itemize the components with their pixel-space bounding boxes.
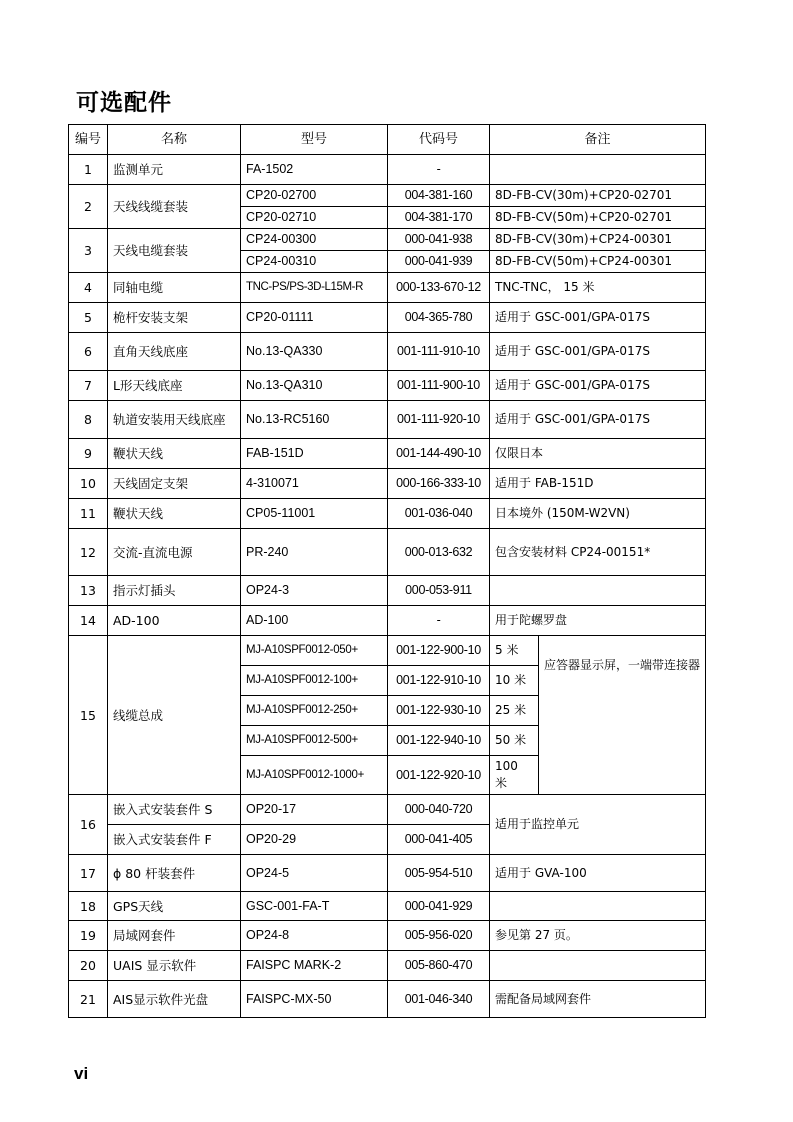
row-code: 000-053-911 — [388, 576, 490, 606]
row-remark: TNC-TNC， 15 米 — [490, 273, 706, 303]
row-model: MJ-A10SPF0012-050+ — [241, 636, 388, 666]
row-model: No.13-RC5160 — [241, 401, 388, 439]
table-row — [69, 469, 706, 499]
row-model: CP20-01111 — [241, 303, 388, 333]
table-row — [69, 606, 706, 636]
row-model: FAISPC MARK-2 — [241, 951, 388, 981]
row-code: 001-111-920-10 — [388, 401, 490, 439]
row-number: 3 — [69, 229, 108, 273]
table-row — [69, 981, 706, 1018]
row-remark: 适用于 GVA-100 — [490, 855, 706, 892]
row-code: 000-166-333-10 — [388, 469, 490, 499]
header-code: 代码号 — [388, 125, 490, 155]
row-name: L形天线底座 — [108, 371, 241, 401]
table-row — [69, 636, 706, 666]
row-remark — [490, 155, 706, 185]
row-model: CP05-11001 — [241, 499, 388, 529]
row-model: MJ-A10SPF0012-1000+ — [241, 756, 388, 795]
table-row — [69, 273, 706, 303]
row-code: 001-111-900-10 — [388, 371, 490, 401]
row-name: AIS显示软件光盘 — [108, 981, 241, 1018]
row-number: 11 — [69, 499, 108, 529]
row-remark: 8D-FB-CV(50m)+CP20-02701 — [490, 207, 706, 229]
row-code: 001-036-040 — [388, 499, 490, 529]
row-length: 100 米 — [490, 756, 539, 795]
header-remark: 备注 — [490, 125, 706, 155]
row-model: OP24-5 — [241, 855, 388, 892]
row-remark — [490, 892, 706, 921]
row-model: OP20-17 — [241, 795, 388, 825]
row-model: OP24-8 — [241, 921, 388, 951]
row-code: 001-144-490-10 — [388, 439, 490, 469]
row-number: 21 — [69, 981, 108, 1018]
row-code: 004-381-160 — [388, 185, 490, 207]
table-row — [69, 529, 706, 576]
row-number: 13 — [69, 576, 108, 606]
table-row — [69, 921, 706, 951]
table-row — [69, 303, 706, 333]
row-number: 14 — [69, 606, 108, 636]
row-name: UAIS 显示软件 — [108, 951, 241, 981]
table-row — [69, 229, 706, 251]
row-remark: 用于陀螺罗盘 — [490, 606, 706, 636]
row-number: 10 — [69, 469, 108, 499]
row-remark: 包含安装材料 CP24-00151* — [490, 529, 706, 576]
row-model: MJ-A10SPF0012-100+ — [241, 666, 388, 696]
page-number: vi — [74, 1064, 89, 1083]
row-code: 005-860-470 — [388, 951, 490, 981]
row-remark: 8D-FB-CV(50m)+CP24-00301 — [490, 251, 706, 273]
row-name: 直角天线底座 — [108, 333, 241, 371]
row-number: 6 — [69, 333, 108, 371]
row-remark — [490, 576, 706, 606]
row-number: 2 — [69, 185, 108, 229]
row-model: GSC-001-FA-T — [241, 892, 388, 921]
row-code: 001-046-340 — [388, 981, 490, 1018]
row-remark: 需配备局域网套件 — [490, 981, 706, 1018]
table-row — [69, 333, 706, 371]
row-name: 线缆总成 — [108, 636, 241, 795]
row-model: FA-1502 — [241, 155, 388, 185]
row-name: 鞭状天线 — [108, 439, 241, 469]
row-number: 8 — [69, 401, 108, 439]
row-model: AD-100 — [241, 606, 388, 636]
row-code: 000-041-938 — [388, 229, 490, 251]
row-code: 000-013-632 — [388, 529, 490, 576]
page-title: 可选配件 — [76, 90, 172, 116]
table-header-row — [69, 125, 706, 155]
row-number: 9 — [69, 439, 108, 469]
row-remark: 适用于 GSC-001/GPA-017S — [490, 371, 706, 401]
row-remark: 适用于 GSC-001/GPA-017S — [490, 333, 706, 371]
row-code: 000-040-720 — [388, 795, 490, 825]
table-row — [69, 499, 706, 529]
row-model: MJ-A10SPF0012-500+ — [241, 726, 388, 756]
optional-accessories-table — [68, 124, 706, 1018]
row-name: 局域网套件 — [108, 921, 241, 951]
row-remark: 8D-FB-CV(30m)+CP20-02701 — [490, 185, 706, 207]
row-model: FAISPC-MX-50 — [241, 981, 388, 1018]
row-name: 天线电缆套装 — [108, 229, 241, 273]
row-name: 鞭状天线 — [108, 499, 241, 529]
row-number: 18 — [69, 892, 108, 921]
row-model: MJ-A10SPF0012-250+ — [241, 696, 388, 726]
row-number: 20 — [69, 951, 108, 981]
row-code: 000-133-670-12 — [388, 273, 490, 303]
row-remark: 适用于 GSC-001/GPA-017S — [490, 401, 706, 439]
row-name: 天线固定支架 — [108, 469, 241, 499]
row-number: 16 — [69, 795, 108, 855]
row-code: - — [388, 606, 490, 636]
table-row — [69, 401, 706, 439]
row-model: No.13-QA330 — [241, 333, 388, 371]
row-number: 12 — [69, 529, 108, 576]
row-code: 001-111-910-10 — [388, 333, 490, 371]
header-model: 型号 — [241, 125, 388, 155]
row-remark — [490, 951, 706, 981]
row-model: PR-240 — [241, 529, 388, 576]
row-code: 004-381-170 — [388, 207, 490, 229]
row-number: 19 — [69, 921, 108, 951]
row-length: 10 米 — [490, 666, 539, 696]
row-number: 17 — [69, 855, 108, 892]
row-remark: 应答器显示屏，一端带连接器 — [539, 636, 706, 795]
table-row — [69, 795, 706, 825]
table-row — [69, 371, 706, 401]
row-code: 001-122-940-10 — [388, 726, 490, 756]
row-model: CP24-00310 — [241, 251, 388, 273]
header-number: 编号 — [69, 125, 108, 155]
row-remark: 8D-FB-CV(30m)+CP24-00301 — [490, 229, 706, 251]
row-code: 000-041-929 — [388, 892, 490, 921]
row-length: 50 米 — [490, 726, 539, 756]
row-model: FAB-151D — [241, 439, 388, 469]
row-number: 4 — [69, 273, 108, 303]
table-row — [69, 892, 706, 921]
row-code: 001-122-910-10 — [388, 666, 490, 696]
row-model: No.13-QA310 — [241, 371, 388, 401]
row-model: OP20-29 — [241, 825, 388, 855]
row-number: 7 — [69, 371, 108, 401]
row-code: 005-954-510 — [388, 855, 490, 892]
row-code: 001-122-920-10 — [388, 756, 490, 795]
row-number: 15 — [69, 636, 108, 795]
row-name: 桅杆安装支架 — [108, 303, 241, 333]
row-name: ϕ 80 杆装套件 — [108, 855, 241, 892]
row-model: CP24-00300 — [241, 229, 388, 251]
row-remark: 适用于监控单元 — [490, 795, 706, 855]
row-remark: 参见第 27 页。 — [490, 921, 706, 951]
table-row — [69, 155, 706, 185]
row-code: 001-122-900-10 — [388, 636, 490, 666]
row-number: 5 — [69, 303, 108, 333]
row-remark: 适用于 GSC-001/GPA-017S — [490, 303, 706, 333]
row-name: GPS天线 — [108, 892, 241, 921]
row-remark: 适用于 FAB-151D — [490, 469, 706, 499]
row-code: 005-956-020 — [388, 921, 490, 951]
row-model: 4-310071 — [241, 469, 388, 499]
row-model: OP24-3 — [241, 576, 388, 606]
table-row — [69, 185, 706, 207]
row-model: CP20-02700 — [241, 185, 388, 207]
row-name: 指示灯插头 — [108, 576, 241, 606]
row-code: 001-122-930-10 — [388, 696, 490, 726]
row-code: - — [388, 155, 490, 185]
table-row — [69, 439, 706, 469]
table-row — [69, 951, 706, 981]
row-length: 5 米 — [490, 636, 539, 666]
table-row — [69, 855, 706, 892]
row-code: 000-041-939 — [388, 251, 490, 273]
row-number: 1 — [69, 155, 108, 185]
row-model: TNC-PS/PS-3D-L15M-R — [241, 273, 388, 303]
row-name: 监测单元 — [108, 155, 241, 185]
header-name: 名称 — [108, 125, 241, 155]
row-name: AD-100 — [108, 606, 241, 636]
row-remark: 仅限日本 — [490, 439, 706, 469]
row-name: 轨道安装用天线底座 — [108, 401, 241, 439]
table-row — [69, 576, 706, 606]
row-model: CP20-02710 — [241, 207, 388, 229]
row-remark: 日本境外 (150M-W2VN) — [490, 499, 706, 529]
row-name: 天线线缆套装 — [108, 185, 241, 229]
row-name: 嵌入式安装套件 S — [108, 795, 241, 825]
row-code: 000-041-405 — [388, 825, 490, 855]
row-code: 004-365-780 — [388, 303, 490, 333]
row-name: 交流-直流电源 — [108, 529, 241, 576]
row-name: 同轴电缆 — [108, 273, 241, 303]
row-length: 25 米 — [490, 696, 539, 726]
row-name: 嵌入式安装套件 F — [108, 825, 241, 855]
